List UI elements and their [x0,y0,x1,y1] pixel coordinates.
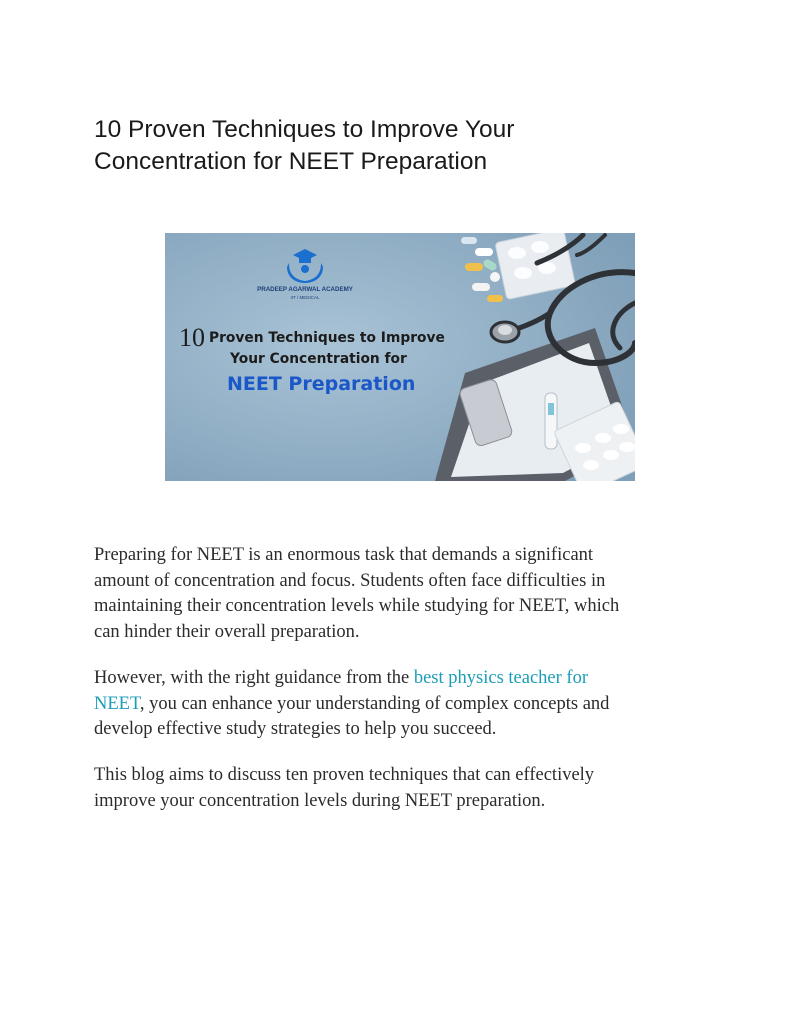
thermometer [545,393,557,449]
paragraph-intro [94,543,724,645]
stethoscope-chestpiece [491,322,519,342]
paragraph-line: improve your concentration levels during NEET preparation. [94,790,546,811]
logo-name: PRADEEP AGARWAL ACADEMY [257,286,353,293]
paragraph-line: maintaining their concentration levels while studying for NEET, which [94,596,620,616]
paragraph-line: This blog aims to discuss ten proven techniques that can effectively [94,765,595,785]
title-line: 10 Proven Techniques to Improve Your [94,116,515,143]
title-line: Concentration for NEET Preparation [94,148,488,175]
paragraph-line [94,692,724,718]
headline-line-2: Your Concentration for [230,351,407,367]
physics-teacher-link[interactable]: best physics teacher for [413,668,588,688]
paragraph-line [94,666,724,692]
logo-subtitle: IIT / MEDICAL [290,295,320,300]
paragraph-line: can hinder their overall preparation. [94,621,360,642]
paragraph-line: Preparing for NEET is an enormous task that demands a significant [94,545,594,565]
paragraph-aims [94,763,724,814]
paragraph-line: amount of concentration and focus. Students often face difficulties in [94,570,606,591]
paragraph-line: develop effective study strategies to help you succeed. [94,719,497,739]
paragraph-text: , you can enhance your understanding of complex concepts and [139,693,610,714]
headline-line-1: Proven Techniques to Improve [209,330,445,346]
headline-number: 10 [179,323,205,352]
headline-line-3: NEET Preparation [227,373,416,395]
page-title [94,114,714,178]
paragraph-text: However, with the right guidance from the [94,668,414,688]
banner-image [165,233,635,481]
paragraph-guidance [94,666,724,743]
physics-teacher-link-continued[interactable]: NEET [94,693,140,714]
